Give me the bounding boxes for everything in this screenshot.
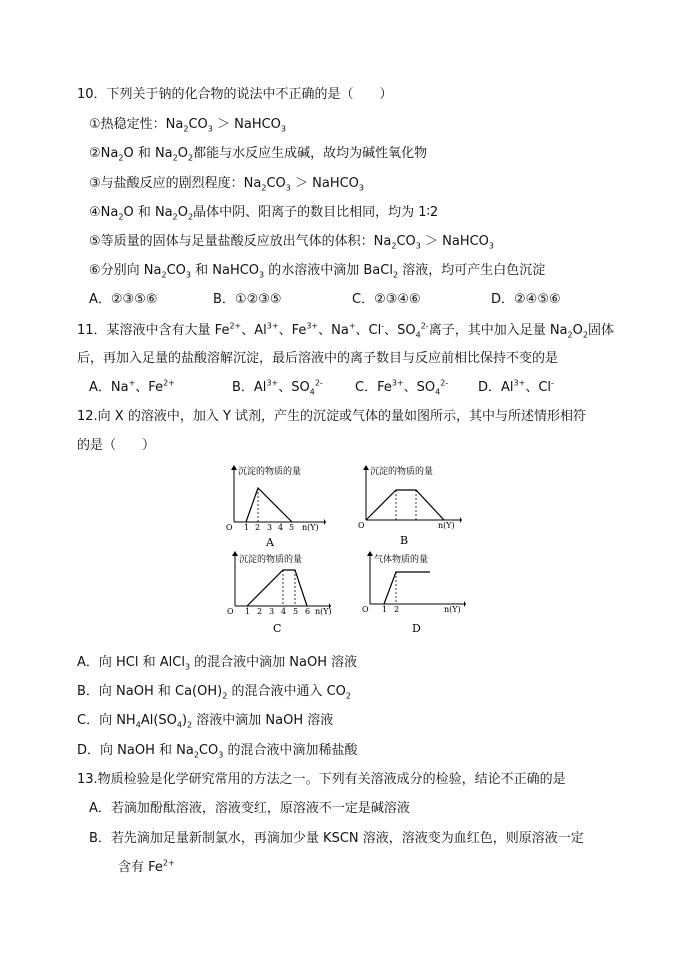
- q10-statement-4: $④Na_2O$ 和 $Na_2O_2$晶体中阴、阳离子的数目比相同，均为 1∶2: [89, 205, 439, 222]
- graph-c-title: 沉淀的物质的量: [239, 555, 303, 565]
- graph-a-x-arrow: [324, 519, 326, 525]
- graph-a-xlabel: n(Y): [302, 523, 319, 532]
- graph-d-curve: [384, 572, 430, 604]
- graph-c-tick-5: 5: [293, 607, 299, 616]
- graph-d-xlabel: n(Y): [444, 605, 461, 614]
- graph-d-tick-2: 2: [394, 605, 400, 614]
- q12-stem-line-2: 的是（ ）: [77, 438, 156, 453]
- q10-option-c: C．②③④⑥: [352, 292, 421, 307]
- q10-stem: 10．下列关于钠的化合物的说法中不正确的是（ ）: [77, 87, 393, 102]
- q12-option-d: D．向 NaOH 和 $Na_2CO_3$ 的混合液中滴加稀盐酸: [77, 743, 358, 760]
- graph-d: [362, 548, 472, 638]
- q11-option-a: A．Na+、$Fe^{2+}$: [89, 378, 175, 395]
- graph-a-curve: [246, 488, 292, 522]
- graph-b-title: 沉淀的物质的量: [370, 467, 434, 477]
- graph-c-label: C: [273, 622, 282, 635]
- graph-a: [222, 462, 326, 550]
- graph-a-origin: O: [226, 523, 233, 532]
- graph-a-label: A: [266, 536, 274, 549]
- graph-a-title: 沉淀的物质的量: [238, 467, 302, 477]
- q10-statement-3: ③与盐酸反应的剧烈程度：$Na_2CO_3$ ＞ NaHCO$_3$: [89, 176, 364, 193]
- graph-b-y-arrow: [363, 465, 369, 470]
- graph-d-title: 气体物质的量: [374, 555, 429, 565]
- graph-b-x-arrow: [460, 517, 462, 523]
- graph-c-tick-2: 2: [257, 607, 263, 616]
- graph-b: [358, 462, 464, 550]
- graph-c-tick-4: 4: [281, 607, 287, 616]
- graph-c-y-arrow: [232, 551, 238, 556]
- graph-a-tick-1: 1: [244, 523, 250, 532]
- graph-a-tick-2: 2: [255, 523, 261, 532]
- q10-statement-5: ⑤等质量的固体与足量盐酸反应放出气体的体积：$Na_2CO_3$ ＞ NaHCO$_3$: [89, 234, 494, 251]
- q10-option-d: D．②④⑤⑥: [491, 292, 561, 307]
- q13-option-b-line-2: 含有 $Fe^{2+}$: [118, 858, 175, 875]
- graph-c-xlabel: n(Y): [315, 607, 332, 616]
- q12-stem-line-1: 12.向 X 的溶液中，加入 Y 试剂，产生的沉淀或气体的量如图所示，其中与所述情形相符: [77, 409, 587, 424]
- graph-d-y-arrow: [367, 551, 373, 556]
- q13-stem: 13.物质检验是化学研究常用的方法之一。下列有关溶液成分的检验，结论不正确的是: [77, 772, 566, 787]
- graph-c-curve: [247, 570, 307, 606]
- graph-d-tick-1: 1: [382, 605, 388, 614]
- q12-option-b: B．向 NaOH 和 $Ca(OH)_2$ 的混合液中通入 $CO_2$: [77, 684, 351, 701]
- graph-c-tick-3: 3: [269, 607, 275, 616]
- graph-a-tick-5: 5: [289, 523, 295, 532]
- q10-statement-6: ⑥分别向 $Na_2CO_3$ 和 NaHCO$_3$ 的水溶液中滴加 BaCl$_2$ 溶液，均可产生白色沉淀: [89, 263, 546, 280]
- q13-option-a: A．若滴加酚酞溶液，溶液变红，原溶液不一定是碱溶液: [89, 801, 410, 816]
- graph-a-tick-4: 4: [278, 523, 284, 532]
- graph-d-origin: O: [362, 605, 369, 614]
- graph-d-label: D: [412, 622, 421, 635]
- q11-stem-line-2: 后，再加入足量的盐酸溶解沉淀，最后溶液中的离子数目与反应前相比保持不变的是: [77, 351, 559, 366]
- graph-d-x-arrow: [464, 601, 466, 607]
- q11-option-b: B．$Al^{3+}$、$SO_4^{2-}$: [232, 378, 323, 397]
- graph-b-label: B: [400, 534, 409, 547]
- graph-c: [225, 548, 335, 638]
- q10-statement-1: ①热稳定性：$Na_2CO_3$ ＞ NaHCO$_3$: [89, 117, 286, 134]
- q12-option-c: C．向 $NH_4Al(SO_4)_2$ 溶液中滴加 NaOH 溶液: [77, 713, 334, 730]
- graph-a-tick-3: 3: [267, 523, 273, 532]
- q10-statement-2: $②Na_2O$ 和 $Na_2O_2$都能与水反应生成碱，故均为碱性氧化物: [89, 146, 428, 163]
- q11-option-c: C．$Fe^{3+}$、$SO_4^{2-}$: [355, 378, 449, 397]
- graph-b-origin: O: [358, 521, 365, 530]
- q12-option-a: A．向 HCl 和 AlCl$_3$ 的混合液中滴加 NaOH 溶液: [77, 655, 358, 672]
- q10-option-b: B．①②③⑤: [213, 292, 282, 307]
- q11-option-d: D．$Al^{3+}$、Cl-: [478, 378, 554, 395]
- q13-option-b-line-1: B．若先滴加足量新制氯水，再滴加少量 KSCN 溶液，溶液变为血红色，则原溶液一定: [89, 831, 584, 846]
- graph-c-tick-6: 6: [305, 607, 311, 616]
- graph-a-y-arrow: [231, 465, 237, 470]
- q11-stem-line-1: 11．某溶液中含有大量 $Fe^{2+}$、$Al^{3+}$、$Fe^{3+}$、Na+、Cl-、$SO_4^{2-}$离子，其中加入足量 $Na_2O_2$固体: [77, 321, 614, 340]
- q10-option-a: A．②③⑤⑥: [89, 292, 158, 307]
- graph-b-xlabel: n(Y): [438, 521, 455, 530]
- graph-c-tick-1: 1: [245, 607, 251, 616]
- graph-c-origin: O: [227, 607, 234, 616]
- graph-b-curve: [366, 490, 444, 520]
